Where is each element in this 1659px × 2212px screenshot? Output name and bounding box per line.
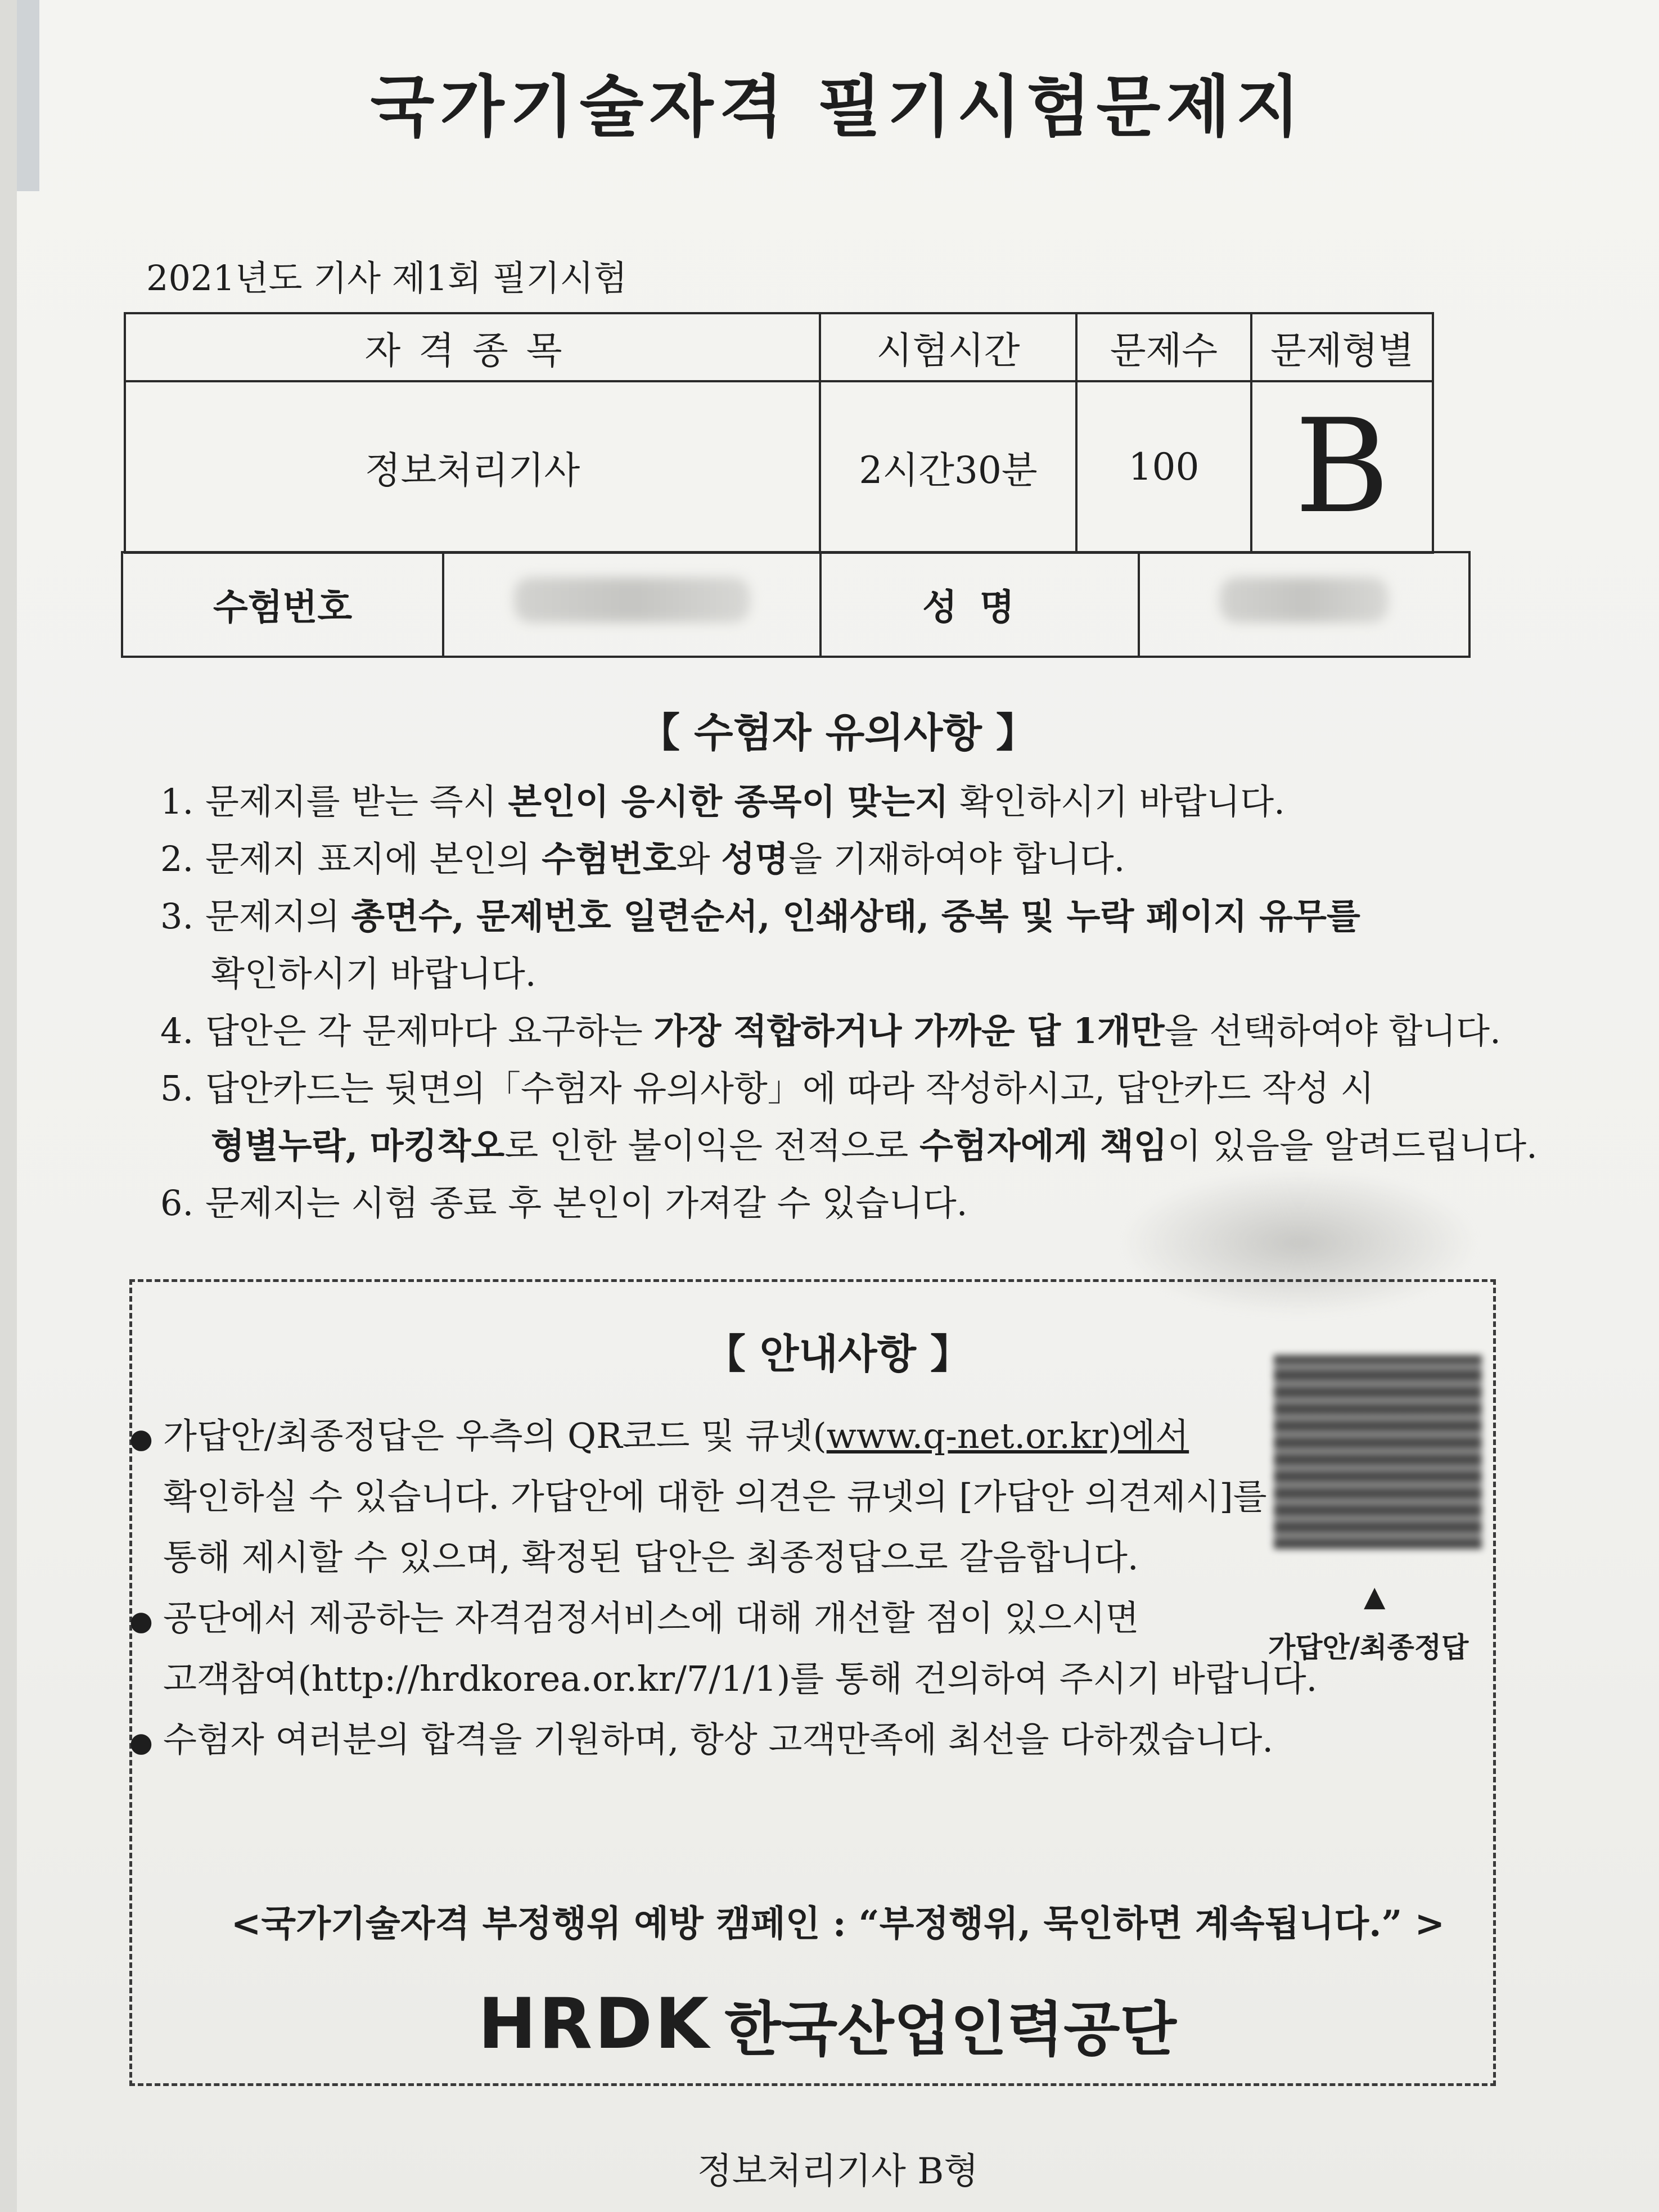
notice-item: 1. 문제지를 받는 즉시 본인이 응시한 종목이 맞는지 확인하시기 바랍니다. [160, 781, 1285, 822]
logo-name: 한국산업인력공단 [724, 1995, 1176, 2064]
guide-line: 확인하실 수 있습니다. 가답안에 대한 의견은 큐넷의 [가답안 의견제시]를 [163, 1476, 1267, 1517]
bullet-icon: ● [129, 1423, 153, 1455]
header-exam-type: 문제형별 [1251, 313, 1433, 381]
guide-line: ● 가답안/최종정답은 우측의 QR코드 및 큐넷(www.q-net.or.kr)에서 [129, 1406, 1254, 1466]
notice-item: 5. 답안카드는 뒷면의「수험자 유의사항」에 따라 작성하시고, 답안카드 작성 시 [160, 1068, 1374, 1109]
guide-line: 고객참여(http://hrdkorea.or.kr/7/1/1)를 통해 건의하여 주시기 바랍니다. [163, 1658, 1318, 1699]
exam-paper [17, 0, 1659, 2212]
value-question-count: 100 [1076, 381, 1251, 553]
candidate-table [121, 551, 1471, 658]
notice-item: 6. 문제지는 시험 종료 후 본인이 가져갈 수 있습니다. [160, 1182, 968, 1224]
exam-session-info: 2021년도 기사 제1회 필기시험 [146, 258, 628, 299]
notice-item-continuation: 확인하시기 바랍니다. [211, 953, 537, 994]
bullet-icon: ● [129, 1727, 153, 1758]
notice-item-continuation: 형별누락, 마킹착오로 인한 불이익은 전적으로 수험자에게 책임이 있음을 알려드립니다. [211, 1125, 1538, 1166]
redacted-number [514, 577, 750, 622]
guide-line: ● 수험자 여러분의 합격을 기원하며, 항상 고객만족에 최선을 다하겠습니다. [129, 1709, 1254, 1770]
guide-line: 통해 제시할 수 있으며, 확정된 답안은 최종정답으로 갈음합니다. [163, 1537, 1139, 1578]
candidate-name-label: 성명 [821, 552, 1139, 657]
hrdk-logo [478, 1984, 1176, 2065]
guide-title: 【 안내사항 】 [705, 1330, 971, 1378]
candidate-number-field[interactable] [443, 552, 821, 657]
header-duration: 시험시간 [820, 313, 1076, 381]
bullet-icon: ● [129, 1605, 153, 1637]
header-question-count: 문제수 [1076, 313, 1251, 381]
qr-caption: 가답안/최종정답 [1268, 1631, 1469, 1664]
qr-code-icon[interactable] [1274, 1355, 1482, 1549]
value-exam-type: B [1251, 381, 1433, 553]
page-footer: 정보처리기사 B형 [697, 2151, 979, 2192]
candidate-name-field[interactable] [1139, 552, 1469, 657]
notices-title: 【 수험자 유의사항 】 [639, 708, 1037, 756]
value-duration: 2시간30분 [820, 381, 1076, 553]
exam-info-table [124, 312, 1434, 554]
triangle-up-icon: ▲ [1364, 1580, 1386, 1613]
notice-item: 2. 문제지 표지에 본인의 수험번호와 성명을 기재하여야 합니다. [160, 838, 1125, 879]
guide-bullets [129, 1406, 1318, 1770]
qnet-link[interactable]: www.q-net.or.kr)에서 [826, 1415, 1189, 1456]
logo-mark: HRDK [478, 1984, 711, 2065]
value-subject: 정보처리기사 [125, 381, 820, 553]
redacted-name [1220, 577, 1388, 622]
notice-item: 4. 답안은 각 문제마다 요구하는 가장 적합하거나 가까운 답 1개만을 선택하여야 합니다. [160, 1010, 1501, 1051]
campaign-slogan: <국가기술자격 부정행위 예방 캠페인 : “부정행위, 묵인하면 계속됩니다.” > [231, 1903, 1445, 1945]
candidate-number-label: 수험번호 [122, 552, 443, 657]
notice-item: 3. 문제지의 총면수, 문제번호 일련순서, 인쇄상태, 중복 및 누락 페이지 유무를 [160, 896, 1360, 937]
document-title: 국가기술자격 필기시험문제지 [370, 67, 1306, 146]
notices-list [160, 773, 1538, 1232]
guide-line: ● 공단에서 제공하는 자격검정서비스에 대해 개선할 점이 있으시면 [129, 1588, 1254, 1649]
header-subject: 자격종목 [125, 313, 820, 381]
